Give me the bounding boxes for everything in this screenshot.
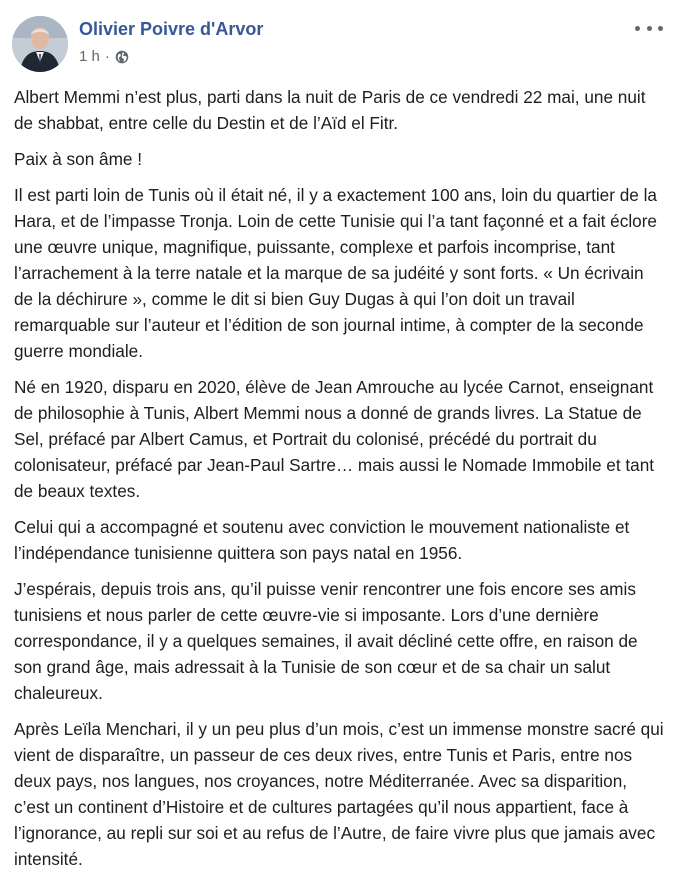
post-timestamp[interactable]: 1 h: [79, 48, 100, 65]
post-paragraph: Après Leïla Menchari, il y un peu plus d’un mois, c’est un immense monstre sacré qui vient de disparaître, un passeur de ces deux rives, entre Tunis et Paris, entre nos deux pays, nos langues, nos croyances, notre Méditerranée. Avec sa disparition, c’est un continent d’Histoire et de cultures partagées qu’il nous appartient, face à l’ignorance, au repli sur soi et au refus de l’Autre, de faire vivre plus que jamais avec intensité.: [14, 719, 664, 869]
post-body: [14, 84, 666, 882]
author-name-link[interactable]: Olivier Poivre d'Arvor: [79, 19, 264, 39]
meta-separator: ·: [104, 48, 110, 65]
dot-icon: [658, 26, 663, 31]
post-header: [12, 16, 663, 72]
post-paragraph: Né en 1920, disparu en 2020, élève de Jean Amrouche au lycée Carnot, enseignant de philosophie à Tunis, Albert Memmi nous a donné de grands livres. La Statue de Sel, préfacé par Albert Camus, et Portrait du colonisé, précédé du portrait du colonisateur, préfacé par Jean-Paul Sartre… mais aussi le Nomade Immobile et tant de beaux textes.: [14, 377, 655, 501]
globe-icon[interactable]: [115, 50, 129, 64]
post-paragraph: J’espérais, depuis trois ans, qu’il puisse venir rencontrer une fois encore ses amis tunisiens et nous parler de cette œuvre-vie si imposante. Lors d’une dernière correspondance, il y a quelques semaines, il avait décliné cette offre, en raison de son grand âge, mais adressait à la Tunisie de son cœur et de sa chair un salut chaleureux.: [14, 579, 638, 703]
post-paragraph: Il est parti loin de Tunis où il était né, il y a exactement 100 ans, loin du quartier de la Hara, et de l’impasse Tronja. Loin de cette Tunisie qui l’a tant façonné et a fait éclore une œuvre unique, magnifique, puissante, complexe et parfois incomprise, tant l’arrachement à la terre natale et la marque de sa judéité y sont forts. « Un écrivain de la déchirure », comme le dit si bien Guy Dugas à qui l’on doit un travail remarquable sur l’auteur et l’édition de son journal intime, à compter de la seconde guerre mondiale.: [14, 185, 657, 361]
post-paragraph: Paix à son âme !: [14, 149, 143, 169]
post-paragraph: Celui qui a accompagné et soutenu avec conviction le mouvement nationaliste et l’indépendance tunisienne quittera son pays natal en 1956.: [14, 517, 630, 563]
author-avatar[interactable]: [12, 16, 68, 72]
dot-icon: [635, 26, 640, 31]
dot-icon: [647, 26, 652, 31]
post-paragraph: Albert Memmi n’est plus, parti dans la nuit de Paris de ce vendredi 22 mai, une nuit de shabbat, entre celle du Destin et de l’Aïd el Fitr.: [14, 87, 646, 133]
post-meta: [79, 48, 129, 65]
more-options-icon[interactable]: [635, 18, 663, 38]
